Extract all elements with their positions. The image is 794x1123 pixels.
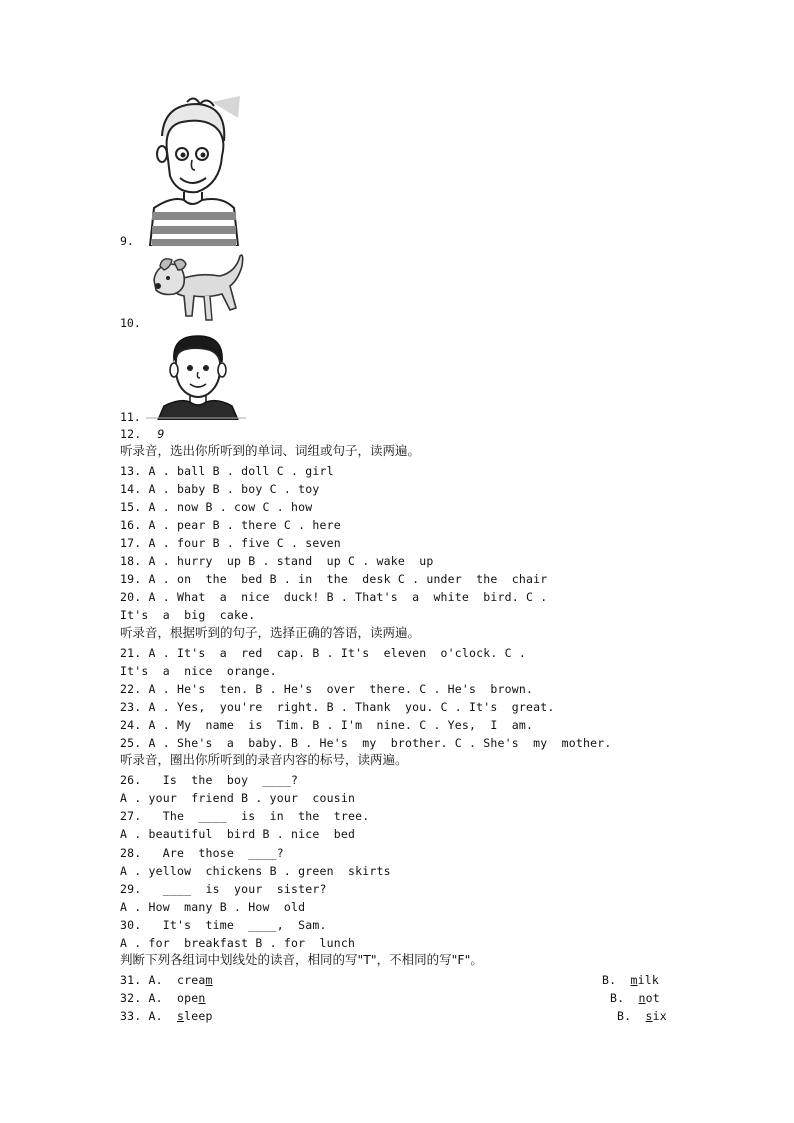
question-line: 26. Is the boy ____? xyxy=(120,773,299,787)
question-line: 16. A . pear B . there C . here xyxy=(120,518,341,532)
question-line: 20. A . What a nice duck! B . That's a white bird. C . xyxy=(120,590,548,604)
option-line: A . How many B . How old xyxy=(120,900,306,914)
question-line: 24. A . My name is Tim. B . I'm nine. C . Yes, I am. xyxy=(120,718,534,732)
question-line: 22. A . He's ten. B . He's over there. C . He's brown. xyxy=(120,682,534,696)
word-a-suffix: leep xyxy=(184,1009,213,1023)
option-b-label: B. xyxy=(617,1009,632,1023)
word-a-prefix: crea xyxy=(177,973,206,987)
question-line: 14. A . baby B . boy C . toy xyxy=(120,482,320,496)
picture-9-number: 9. xyxy=(120,234,134,248)
word-b-suffix: ix xyxy=(652,1009,667,1023)
row-number: 31. A. xyxy=(120,973,163,987)
boy-portrait-icon xyxy=(146,332,246,420)
woman-portrait-icon xyxy=(142,96,242,246)
picture-10-number: 10. xyxy=(120,316,141,330)
question-line: It's a nice orange. xyxy=(120,664,277,678)
question-line: 19. A . on the bed B . in the desk C . under the chair xyxy=(120,572,548,586)
option-line: A . yellow chickens B . green skirts xyxy=(120,864,391,878)
question-line: 29. ____ is your sister? xyxy=(120,882,327,896)
item-12-answer: 9 xyxy=(157,427,165,441)
option-b-label: B. xyxy=(610,991,625,1005)
word-b-underlined: m xyxy=(630,973,638,987)
word-b-suffix: ot xyxy=(645,991,660,1005)
question-line: 13. A . ball B . doll C . girl xyxy=(120,464,334,478)
word-a-underlined: n xyxy=(198,991,206,1005)
question-line: It's a big cake. xyxy=(120,608,256,622)
item-12 xyxy=(120,426,165,443)
word-a-prefix: ope xyxy=(177,991,199,1005)
section-4-heading: 判断下列各组词中划线处的读音，相同的写"T"，不相同的写"F"。 xyxy=(120,952,483,967)
phonics-row-32-b xyxy=(610,990,660,1006)
question-line: 21. A . It's a red cap. B . It's eleven o'clock. C . xyxy=(120,646,527,660)
section-1-heading: 听录音，选出你所听到的单词、词组或句子，读两遍。 xyxy=(120,443,421,458)
picture-11-number: 11. xyxy=(120,410,141,424)
phonics-row-33 xyxy=(120,1008,213,1025)
row-number: 32. A. xyxy=(120,991,163,1005)
phonics-row-31 xyxy=(120,972,213,989)
item-12-number: 12. xyxy=(120,427,142,441)
dog-icon xyxy=(148,250,248,326)
question-line: 17. A . four B . five C . seven xyxy=(120,536,341,550)
option-line: A . for breakfast B . for lunch xyxy=(120,936,356,950)
option-b-label: B. xyxy=(602,973,617,987)
question-line: 18. A . hurry up B . stand up C . wake up xyxy=(120,554,434,568)
word-a-underlined: m xyxy=(205,973,213,987)
word-b-suffix: ilk xyxy=(637,973,659,987)
phonics-row-32 xyxy=(120,990,206,1007)
section-2-heading: 听录音，根据听到的句子，选择正确的答语，读两遍。 xyxy=(120,625,421,640)
word-a-underlined: s xyxy=(177,1009,185,1023)
question-line: 25. A . She's a baby. B . He's my brother. C . She's my mother. xyxy=(120,736,612,750)
section-3-heading: 听录音，圈出你所听到的录音内容的标号，读两遍。 xyxy=(120,752,408,767)
word-b-underlined: s xyxy=(645,1009,653,1023)
option-line: A . your friend B . your cousin xyxy=(120,791,356,805)
phonics-row-31-b xyxy=(602,972,659,988)
word-b-underlined: n xyxy=(638,991,646,1005)
question-line: 15. A . now B . cow C . how xyxy=(120,500,313,514)
row-number: 33. A. xyxy=(120,1009,163,1023)
question-line: 27. The ____ is in the tree. xyxy=(120,809,370,823)
phonics-row-33-b xyxy=(617,1008,667,1024)
question-line: 28. Are those ____? xyxy=(120,846,284,860)
option-line: A . beautiful bird B . nice bed xyxy=(120,827,356,841)
question-line: 23. A . Yes, you're right. B . Thank you. C . It's great. xyxy=(120,700,555,714)
question-line: 30. It's time ____, Sam. xyxy=(120,918,327,932)
